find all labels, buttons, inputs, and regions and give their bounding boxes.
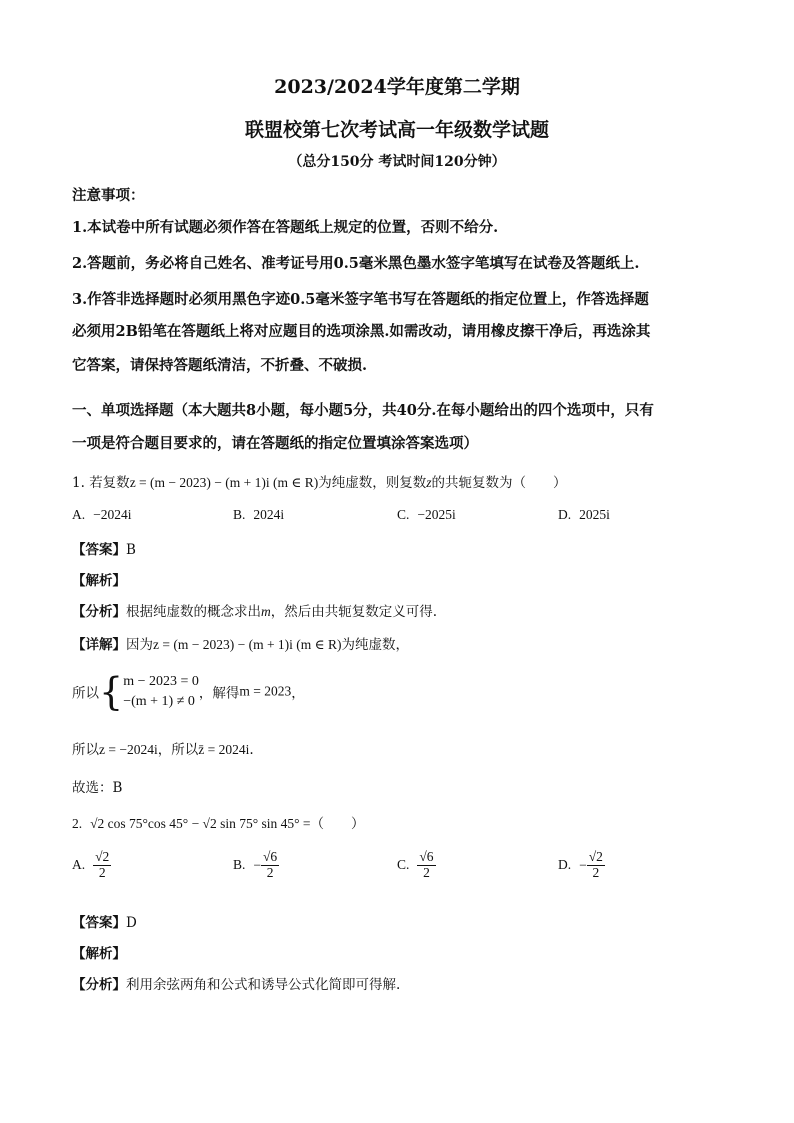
answer-value: B <box>126 542 136 558</box>
question-1-conclusion: 所以z = −2024i，所以z̄ = 2024i. <box>72 742 254 758</box>
question-2-stem: 2. √2 cos 75°cos 45° − √2 sin 75° sin 45° =（ ） <box>72 816 365 831</box>
section1-heading-line1: 一、单项选择题（本大题共8小题，每小题5分，共40分.在每小题给出的四个选项中，只有 <box>72 402 654 419</box>
note-item-3-line1: 3.作答非选择题时必须用黑色字迹0.5毫米签字笔书写在答题纸的指定位置上，作答选择题 <box>72 291 649 308</box>
note-item-3-line2: 必须用2B铅笔在答题纸上将对应题目的选项涂黑.如需改动，请用橡皮擦干净后，再选涂其 <box>72 323 651 340</box>
question-1-expression: z = (m − 2023) − (m + 1)i (m ∈ R) <box>129 475 319 490</box>
section1-heading-line2: 一项是符合题目要求的，请在答题纸的指定位置填涂答案选项） <box>72 435 478 452</box>
exam-subtitle: （总分150分 考试时间120分钟） <box>288 154 506 170</box>
system-eq-2: −(m + 1) ≠ 0 <box>123 693 195 709</box>
note-item-3-line3: 它答案，请保持答题纸清洁，不折叠、不破损. <box>72 357 368 374</box>
question-2-option-b: B. − $\frac{√6}{2}$ <box>233 849 278 880</box>
question-1-option-d: D. 2025i <box>558 507 610 522</box>
question-1-fenxi: 【分析】根据纯虚数的概念求出m，然后由共轭复数定义可得. <box>72 604 438 620</box>
question-1-option-c: C. −2025i <box>397 507 456 522</box>
question-1-system: 所以{ m − 2023 = 0 −(m + 1) ≠ 0 ，解得m = 2023， <box>72 669 305 714</box>
question-1-stem <box>72 471 567 491</box>
question-1-z: z <box>426 475 432 490</box>
question-1-post: 的共轭复数为（ ） <box>431 475 567 491</box>
question-2-answer: 【答案】D <box>72 915 137 931</box>
question-2-option-d: D. − $\frac{√2}{2}$ <box>558 849 603 880</box>
question-1-option-a: A. −2024i <box>72 507 132 522</box>
question-1-option-b: B. 2024i <box>233 507 285 522</box>
question-1-xiangjie: 【详解】因为z = (m − 2023) − (m + 1)i (m ∈ R)为纯虚数， <box>72 637 410 653</box>
note-item-1: 1.本试卷中所有试题必须作答在答题纸上规定的位置，否则不给分. <box>72 219 499 236</box>
question-1-pre: 若复数 <box>89 475 130 491</box>
notes-heading: 注意事项： <box>72 187 145 204</box>
answer-tag: 【答案】 <box>72 542 126 558</box>
question-2-analysis-tag: 【解析】 <box>72 946 126 962</box>
question-1-final-choice: 故选：B <box>72 780 123 796</box>
question-2-option-c: C. $\frac{√6}{2}$ <box>397 849 434 880</box>
note-item-2: 2.答题前，务必将自己姓名、准考证号用0.5毫米黑色墨水签字笔填写在试卷及答题纸上. <box>72 255 640 272</box>
exam-title-line1: 2023/2024学年度第二学期 <box>274 76 520 98</box>
question-2-fenxi: 【分析】利用余弦两角和公式和诱导公式化简即可得解. <box>72 977 401 993</box>
exam-title-line2: 联盟校第七次考试高一年级数学试题 <box>244 119 549 141</box>
question-1-mid: 为纯虚数，则复数 <box>318 475 427 491</box>
left-brace: { <box>99 669 124 714</box>
question-1-answer <box>72 538 136 558</box>
system-eq-1: m − 2023 = 0 <box>123 674 199 689</box>
question-2-option-a: A. $\frac{√2}{2}$ <box>72 849 110 880</box>
question-1-number: 1. <box>72 475 85 491</box>
question-1-analysis-tag: 【解析】 <box>72 573 126 589</box>
